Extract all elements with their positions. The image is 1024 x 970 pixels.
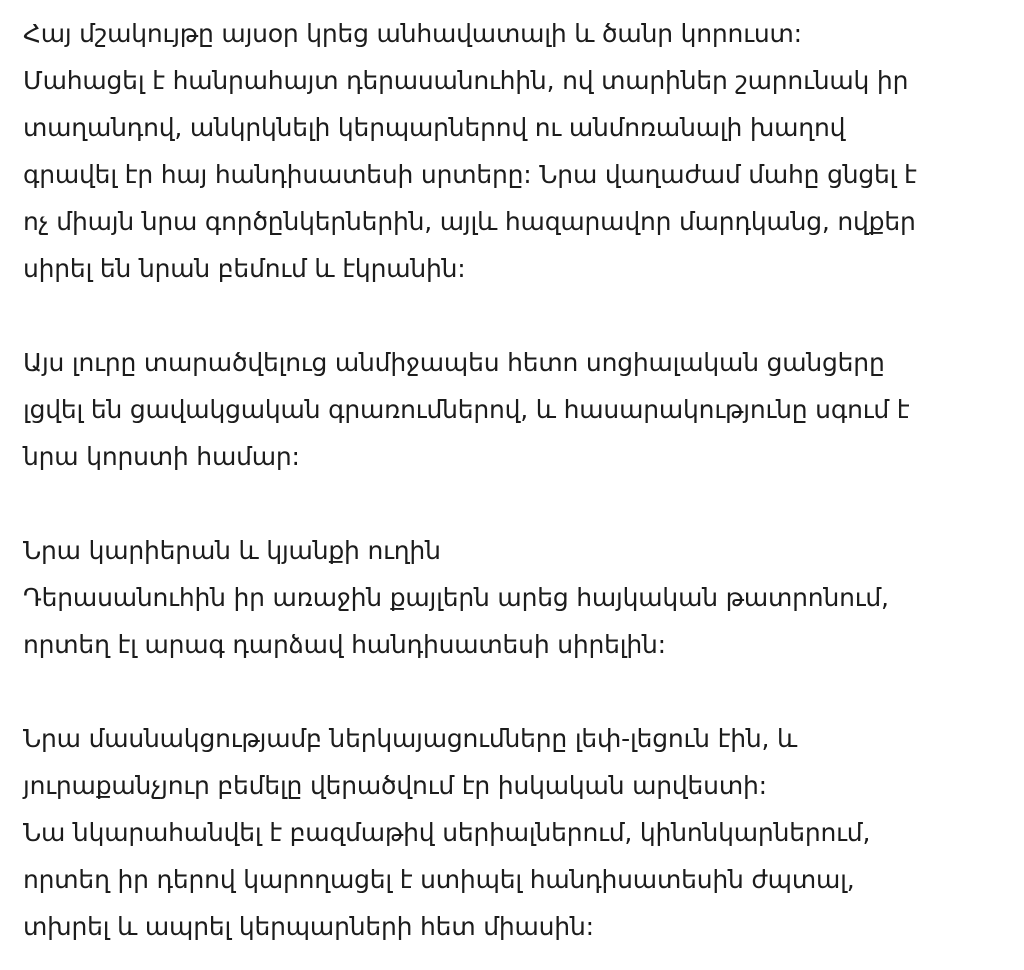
paragraph-3 — [23, 527, 1016, 668]
text-line: որտեղ էլ արագ դարձավ հանդիսատեսի սիրելին: — [23, 630, 666, 659]
text-line: Այս լուրը տարածվելուց անմիջապես հետո սոցիալական ցանցերը — [23, 348, 885, 377]
text-line: տխրել և ապրել կերպարների հետ միասին: — [23, 912, 594, 941]
text-line: սիրել են նրան բեմում և էկրանին: — [23, 254, 466, 283]
text-line: Մահացել է հանրահայտ դերասանուհին, ով տարիներ շարունակ իր — [23, 66, 909, 95]
paragraph-gap — [23, 668, 1016, 715]
paragraph-4 — [23, 715, 1016, 950]
text-line: տաղանդով, անկրկնելի կերպարներով ու անմոռանալի խաղով — [23, 113, 846, 142]
section-heading: Նրա կարիերան և կյանքի ուղին — [23, 536, 441, 565]
article-body — [23, 10, 1016, 950]
paragraph-1 — [23, 10, 1016, 292]
paragraph-2 — [23, 339, 1016, 480]
text-line: Հայ մշակույթը այսօր կրեց անհավատալի և ծանր կորուստ: — [23, 19, 802, 48]
text-line: Դերասանուհին իր առաջին քայլերն արեց հայկական թատրոնում, — [23, 583, 889, 612]
paragraph-gap — [23, 480, 1016, 527]
text-line: Նա նկարահանվել է բազմաթիվ սերիալներում, կինոնկարներում, — [23, 818, 871, 847]
text-line: լցվել են ցավակցական գրառումներով, և հասարակությունը սգում է — [23, 395, 910, 424]
text-line: նրա կորստի համար: — [23, 442, 300, 471]
text-line: յուրաքանչյուր բեմելը վերածվում էր իսկական արվեստի: — [23, 771, 767, 800]
paragraph-gap — [23, 292, 1016, 339]
text-line: ոչ միայն նրա գործընկերներին, այլև հազարավոր մարդկանց, ովքեր — [23, 207, 916, 236]
text-line: գրավել էր հայ հանդիսատեսի սրտերը: Նրա վաղաժամ մահը ցնցել է — [23, 160, 917, 189]
text-line: Նրա մասնակցությամբ ներկայացումները լեփ-լեցուն էին, և — [23, 724, 798, 753]
text-line: որտեղ իր դերով կարողացել է ստիպել հանդիսատեսին ժպտալ, — [23, 865, 855, 894]
